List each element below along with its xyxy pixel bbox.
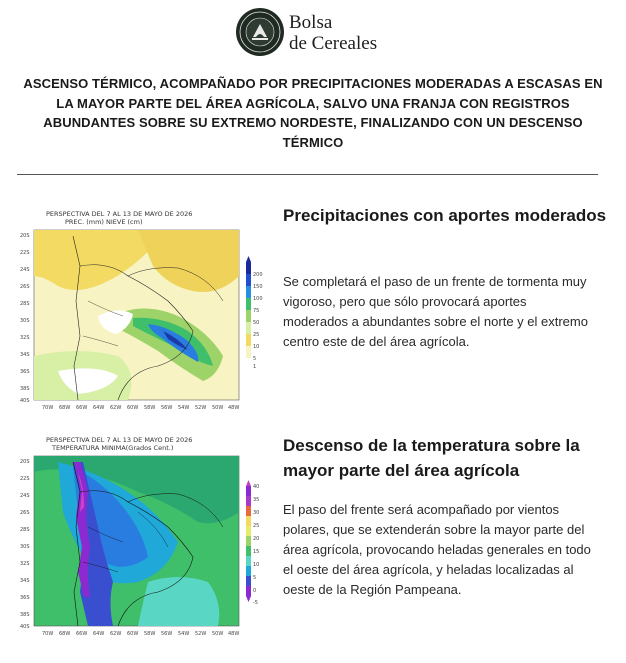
lon-tick: 50W [212,405,224,411]
lat-tick: 40S [20,398,30,404]
lon-tick: 62W [110,631,122,637]
lat-tick: 30S [20,544,30,550]
lon-tick: 60W [127,631,139,637]
precipitation-map-lon-axis [42,405,239,411]
lat-tick: 38S [20,386,30,392]
lon-tick: 48W [228,631,240,637]
section-body-precipitation: Se completará el paso de un frente de tormenta muy vigoroso, pero que sólo provocará aportes moderados a abundantes sobre el norte y el extremo centro este de del área agrícola. [283,274,588,349]
temperature-legend-label: 20 [253,536,260,542]
lon-tick: 56W [161,405,173,411]
temperature-map [18,432,263,638]
temperature-legend-label: 5 [253,575,257,581]
lon-tick: 64W [93,405,105,411]
precipitation-legend-label: 25 [253,332,260,338]
lat-tick: 28S [20,527,30,533]
temperature-legend-label: 30 [253,510,260,516]
brand-header [0,6,626,60]
lat-tick: 30S [20,318,30,324]
lon-tick: 54W [178,631,190,637]
lon-tick: 58W [144,631,156,637]
lon-tick: 60W [127,405,139,411]
section-body-temperature: El paso del frente será acompañado por vientos polares, que se extenderán sobre la mayor parte del área agrícola, provocando heladas generales en todo el oeste del área agrícola, y heladas localizadas al oeste de la Región Pampeana. [283,502,591,597]
temperature-legend [246,480,259,606]
lat-tick: 26S [20,284,30,290]
lat-tick: 28S [20,301,30,307]
precipitation-legend-label: 50 [253,320,260,326]
lat-tick: 24S [20,267,30,273]
temperature-legend-label: 35 [253,497,260,503]
lon-tick: 54W [178,405,190,411]
lat-tick: 24S [20,493,30,499]
temperature-map-lon-axis [42,631,239,637]
lat-tick: 20S [20,459,30,465]
lat-tick: 34S [20,352,30,358]
precipitation-legend-label: 1 [253,364,257,370]
precipitation-map-plot [34,230,239,400]
lon-tick: 64W [93,631,105,637]
lat-tick: 40S [20,624,30,630]
precipitation-legend-label: 100 [253,296,263,302]
section-title-temperature: Descenso de la temperatura sobre la mayor parte del área agrícola [283,436,580,480]
lat-tick: 26S [20,510,30,516]
lon-tick: 68W [59,631,71,637]
lon-tick: 70W [42,631,54,637]
headline: ASCENSO TÉRMICO, ACOMPAÑADO POR PRECIPITACIONES MODERADAS A ESCASAS EN LA MAYOR PARTE DEL ÁREA AGRÍCOLA, SALVO UNA FRANJA CON REGISTROS ABUNDANTES SOBRE SU EXTREMO NORDESTE, FINALIZANDO CON UN DESCENSO TÉRMICO [23,76,603,150]
lon-tick: 52W [195,405,207,411]
section-title-precipitation: Precipitaciones con aportes moderados [283,206,607,225]
temperature-legend-label: 10 [253,562,260,568]
lon-tick: 66W [76,405,88,411]
temperature-map-lat-axis [20,459,30,630]
brand-name-line1: Bolsa [289,12,333,33]
precipitation-map-figure [18,206,263,412]
lon-tick: 48W [228,405,240,411]
lat-tick: 38S [20,612,30,618]
temperature-map-subtitle: TEMPERATURA MINIMA(Grados Cent.) [52,444,174,452]
lon-tick: 58W [144,405,156,411]
lon-tick: 62W [110,405,122,411]
temperature-legend-label: -5 [253,600,258,606]
temperature-legend-label: 15 [253,549,260,555]
precipitation-legend-label: 5 [253,356,257,362]
brand-name-line2: de Cereales [289,33,378,54]
lon-tick: 66W [76,631,88,637]
precipitation-legend-label: 75 [253,308,260,314]
lat-tick: 32S [20,335,30,341]
temperature-legend-label: 25 [253,523,260,529]
lon-tick: 70W [42,405,54,411]
temperature-map-title: PERSPECTIVA DEL 7 AL 13 DE MAYO DE 2026 [46,436,193,444]
lat-tick: 34S [20,578,30,584]
precipitation-map-subtitle: PREC. (mm) NIEVE (cm) [65,218,143,226]
lat-tick: 20S [20,233,30,239]
precipitation-legend-label: 150 [253,284,263,290]
lat-tick: 22S [20,476,30,482]
lon-tick: 68W [59,405,71,411]
precipitation-legend [246,256,263,370]
precipitation-legend-label: 200 [253,272,263,278]
lon-tick: 50W [212,631,224,637]
precipitation-map-lat-axis [20,233,30,404]
precipitation-map-title: PERSPECTIVA DEL 7 AL 13 DE MAYO DE 2026 [46,210,193,218]
brand-name [289,12,377,54]
lat-tick: 36S [20,595,30,601]
temperature-map-figure [18,432,263,638]
lat-tick: 36S [20,369,30,375]
lat-tick: 32S [20,561,30,567]
lon-tick: 52W [195,631,207,637]
lon-tick: 56W [161,631,173,637]
seal-icon [235,7,285,57]
temperature-legend-label: 40 [253,484,260,490]
divider [17,174,598,175]
temperature-map-plot [34,456,239,626]
precipitation-legend-label: 10 [253,344,260,350]
lat-tick: 22S [20,250,30,256]
precipitation-map [18,206,263,412]
temperature-legend-label: 0 [253,588,257,594]
